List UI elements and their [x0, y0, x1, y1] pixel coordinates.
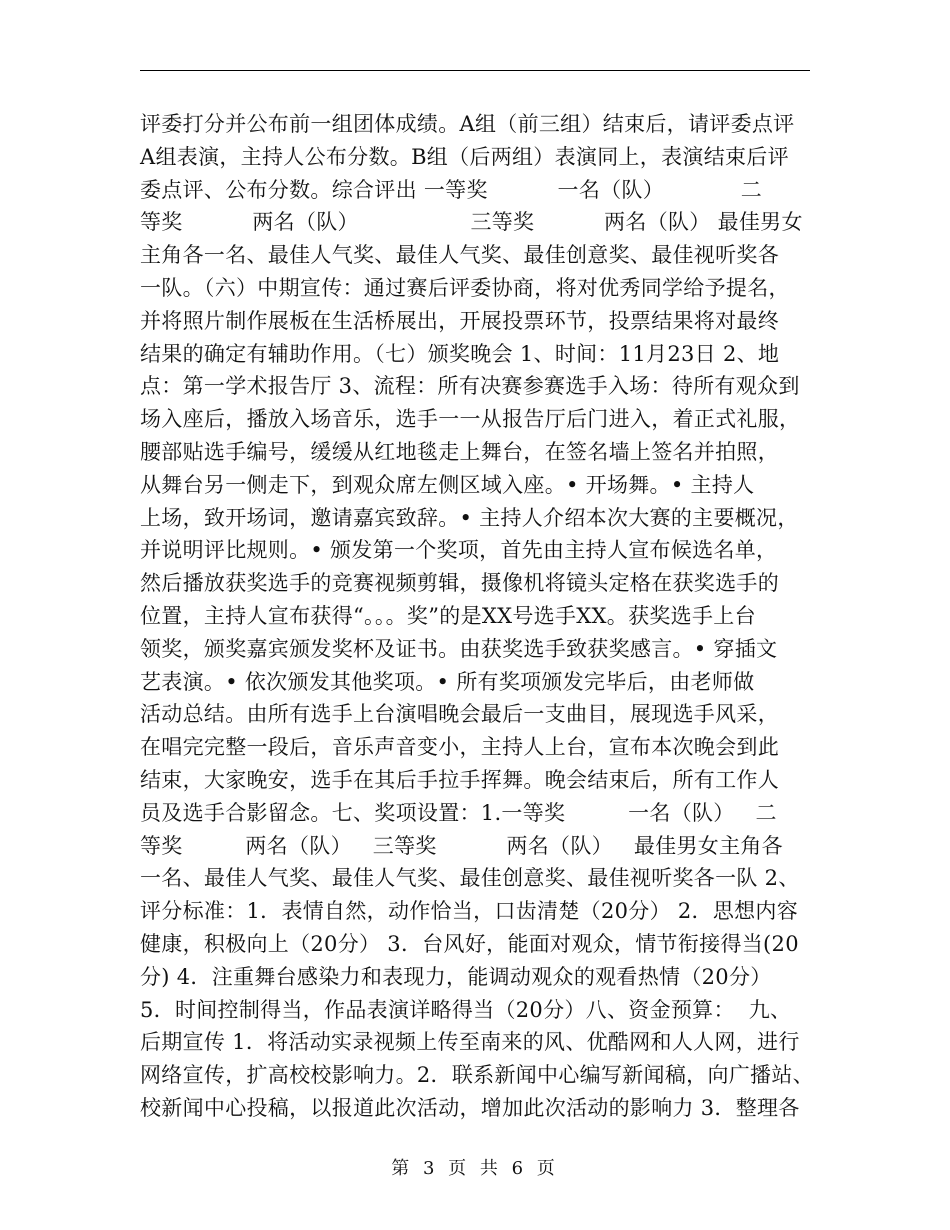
text-line: 后期宣传 1．将活动实录视频上传至南来的风、优酷网和人人网，进行	[140, 1030, 800, 1055]
text-line: 校新闻中心投稿，以报道此次活动，增加此次活动的影响力 3．整理各	[140, 1095, 800, 1120]
text-line: 网络宣传，扩高校校影响力。2．联系新闻中心编写新闻稿，向广播站、	[140, 1063, 814, 1088]
text-line: 5．时间控制得当，作品表演详略得当（20分）八、资金预算： 九、	[140, 997, 792, 1022]
header-rule	[140, 70, 810, 71]
text-line: 在唱完完整一段后，音乐声音变小，主持人上台，宣布本次晚会到此	[140, 735, 779, 760]
text-line: 从舞台另一侧走下，到观众席左侧区域入座。• 开场舞。• 主持人	[140, 472, 755, 497]
text-line: 点：第一学术报告厅 3、流程：所有决赛参赛选手入场：待所有观众到	[140, 374, 800, 399]
text-line: 一队。（六）中期宣传：通过赛后评委协商，将对优秀同学给予提名，	[140, 275, 790, 300]
text-line: 结束，大家晚安，选手在其后手拉手挥舞。晚会结束后，所有工作人	[140, 767, 779, 792]
text-line: 一名、最佳人气奖、最佳人气奖、最佳创意奖、最佳视听奖各一队 2、	[140, 866, 800, 891]
text-line: 委点评、公布分数。综合评出 一等奖 一名（队） 二	[140, 177, 763, 202]
text-line: 场入座后，播放入场音乐，选手一一从报告厅后门进入，着正式礼服，	[140, 407, 801, 432]
page-number-footer: 第 3 页 共 6 页	[391, 1158, 559, 1179]
text-line: 并说明评比规则。• 颁发第一个奖项，首先由主持人宣布候选名单，	[140, 538, 778, 563]
text-line: 健康，积极向上（20分） 3．台风好，能面对观众，情节衔接得当(20	[140, 931, 799, 956]
text-line: 位置，主持人宣布获得“。。。奖”的是XX号选手XX。获奖选手上台	[140, 603, 756, 628]
text-line: 等奖 两名（队） 三等奖 两名（队） 最佳男女	[140, 210, 803, 235]
text-line: 腰部贴选手编号，缓缓从红地毯走上舞台，在签名墙上签名并拍照，	[140, 439, 779, 464]
text-line: 评委打分并公布前一组团体成绩。A组（前三组）结束后，请评委点评	[140, 112, 795, 136]
text-line: 活动总结。由所有选手上台演唱晚会最后一支曲目，展现选手风采，	[140, 702, 779, 727]
text-line: 然后播放获奖选手的竞赛视频剪辑，摄像机将镜头定格在获奖选手的	[140, 571, 779, 596]
text-line: 并将照片制作展板在生活桥展出，开展投票环节，投票结果将对最终	[140, 308, 779, 333]
text-line: 评分标准：1．表情自然，动作恰当，口齿清楚（20分） 2．思想内容	[140, 899, 799, 924]
text-line: 结果的确定有辅助作用。（七）颁奖晚会 1、时间：11月23日 2、地	[140, 341, 780, 366]
text-line: A组表演，主持人公布分数。B组（后两组）表演同上，表演结束后评	[140, 144, 789, 169]
document-body	[140, 108, 830, 1125]
text-line: 上场，致开场词，邀请嘉宾致辞。• 主持人介绍本次大赛的主要概况，	[140, 505, 799, 530]
text-line: 分) 4．注重舞台感染力和表现力，能调动观众的观看热情（20分）	[140, 964, 772, 989]
text-line: 艺表演。• 依次颁发其他奖项。• 所有奖项颁发完毕后，由老师做	[140, 669, 755, 694]
text-line: 领奖，颁奖嘉宾颁发奖杯及证书。由获奖选手致获奖感言。• 穿插文	[140, 636, 778, 661]
text-line: 等奖 两名（队） 三等奖 两名（队） 最佳男女主角各	[140, 833, 783, 858]
text-line: 主角各一名、最佳人气奖、最佳人气奖、最佳创意奖、最佳视听奖各	[140, 243, 779, 268]
text-line: 员及选手合影留念。七、奖项设置：1.一等奖 一名（队） 二	[140, 800, 777, 825]
